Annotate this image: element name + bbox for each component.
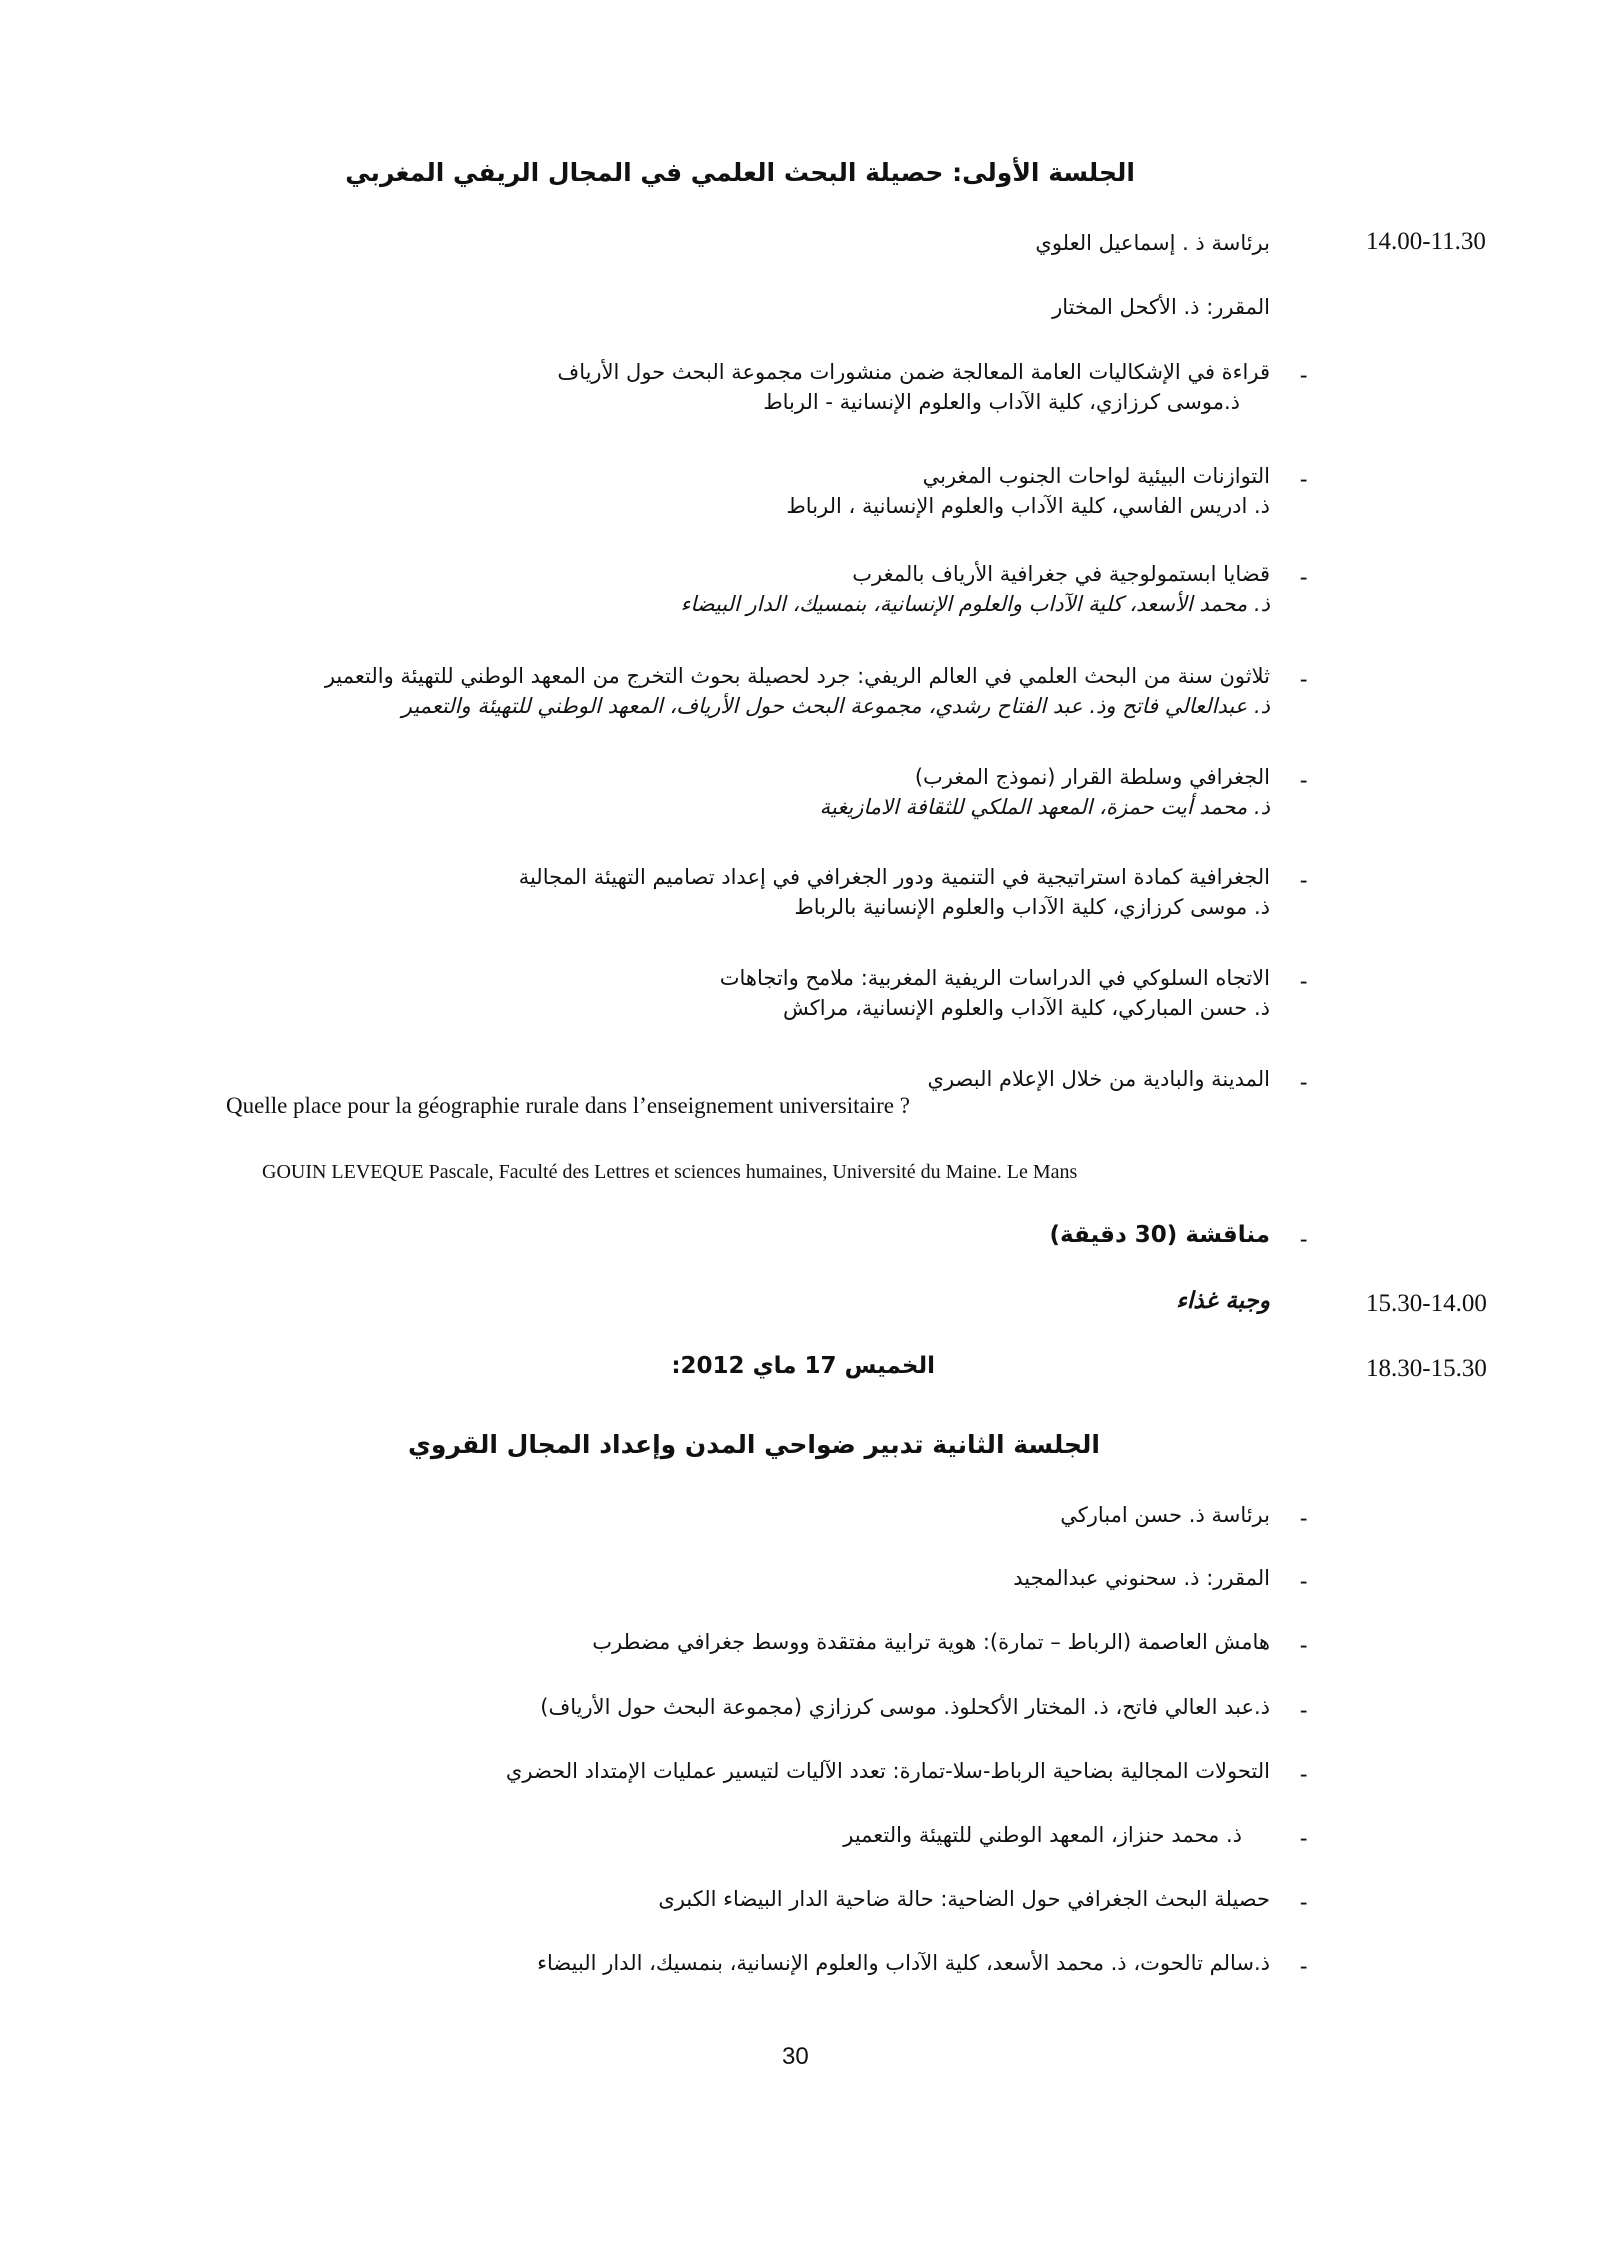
bullet-dash: - — [1300, 1697, 1308, 1722]
session1-item-8 — [928, 1064, 1270, 1094]
session1-item-2 — [786, 461, 1270, 521]
discussion-label: مناقشة (30 دقيقة) — [1049, 1222, 1270, 1248]
bullet-dash: - — [1300, 1568, 1308, 1593]
lunch-label: وجبة غذاء — [1176, 1288, 1270, 1314]
item-author: ذ. ادريس الفاسي، كلية الآداب والعلوم الإنسانية ، الرباط — [786, 494, 1270, 518]
bullet-dash: - — [1300, 1889, 1308, 1914]
bullet-dash: - — [1300, 564, 1308, 589]
bullet-dash: - — [1300, 968, 1308, 993]
session2-authors-2: ذ. محمد حنزاز، المعهد الوطني للتهيئة والتعمير — [843, 1823, 1242, 1847]
item-author: ذ. محمد الأسعد، كلية الآداب والعلوم الإنسانية، بنمسيك، الدار البيضاء — [680, 592, 1270, 616]
bullet-dash: - — [1300, 1761, 1308, 1786]
item-title: قضايا ابستمولوجية في جغرافية الأرياف بالمغرب — [852, 562, 1270, 586]
item-title: التوازنات البيئية لواحات الجنوب المغربي — [922, 464, 1270, 488]
session2-rapporteur: المقرر: ذ. سحنوني عبدالمجيد — [1013, 1566, 1270, 1590]
session2-title: الجلسة الثانية تدبير ضواحي المدن وإعداد المجال القروي — [408, 1430, 1100, 1459]
session2-talk-3: حصيلة البحث الجغرافي حول الضاحية: حالة ضاحية الدار البيضاء الكبرى — [658, 1887, 1270, 1911]
session1-item-1 — [557, 357, 1270, 417]
item-author: ذ. عبدالعالي فاتح وذ. عبد الفتاح رشدي، مجموعة البحث حول الأرياف، المعهد الوطني للتهيئة والتعمير — [401, 694, 1270, 718]
item-author: ذ.موسى كرزازي، كلية الآداب والعلوم الإنسانية - الرباط — [763, 390, 1240, 414]
item-author: ذ. حسن المباركي، كلية الآداب والعلوم الإنسانية، مراكش — [782, 996, 1270, 1020]
item-author: ذ. محمد أيت حمزة، المعهد الملكي للثقافة الامازيغية — [819, 795, 1270, 819]
session2-talk-1: هامش العاصمة (الرباط – تمارة): هوية ترابية مفتقدة ووسط جغرافي مضطرب — [592, 1630, 1270, 1654]
page-number: 30 — [782, 2043, 809, 2070]
bullet-dash: - — [1300, 1953, 1308, 1978]
day-label: الخميس 17 ماي 2012: — [671, 1353, 935, 1379]
item-title: قراءة في الإشكاليات العامة المعالجة ضمن منشورات مجموعة البحث حول الأرياف — [557, 360, 1270, 384]
bullet-dash: - — [1300, 1069, 1308, 1094]
item-title: الاتجاه السلوكي في الدراسات الريفية المغربية: ملامح واتجاهات — [719, 966, 1270, 990]
item-title: المدينة والبادية من خلال الإعلام البصري — [927, 1067, 1270, 1091]
bullet-dash: - — [1300, 1505, 1308, 1530]
french-talk-title: Quelle place pour la géographie rurale dans l’enseignement universitaire ? — [226, 1093, 910, 1118]
session2-talk-2: التحولات المجالية بضاحية الرباط-سلا-تمارة: تعدد الآليات لتيسير عمليات الإمتداد الحضري — [505, 1759, 1270, 1783]
session2-authors-3: ذ.سالم تالحوت، ذ. محمد الأسعد، كلية الآداب والعلوم الإنسانية، بنمسيك، الدار البيضاء — [537, 1951, 1270, 1975]
session1-item-3 — [680, 559, 1270, 619]
item-author: ذ. موسى كرزازي، كلية الآداب والعلوم الإنسانية بالرباط — [794, 895, 1270, 919]
lunch-time: 15.30-14.00 — [1366, 1290, 1487, 1317]
session1-item-5 — [820, 762, 1270, 822]
session1-time: 14.00-11.30 — [1366, 228, 1486, 255]
bullet-dash: - — [1300, 1632, 1308, 1657]
session1-title: الجلسة الأولى: حصيلة البحث العلمي في المجال الريفي المغربي — [345, 158, 1135, 187]
item-title: الجغرافي وسلطة القرار (نموذج المغرب) — [914, 765, 1270, 789]
bullet-dash: - — [1300, 666, 1308, 691]
item-title: ثلاثون سنة من البحث العلمي في العالم الريفي: جرد لحصيلة بحوث التخرج من المعهد الوطني للتهيئة والتعمير — [324, 664, 1270, 688]
day-time: 18.30-15.30 — [1366, 1355, 1487, 1382]
bullet-dash: - — [1300, 1825, 1308, 1850]
bullet-dash: - — [1300, 1226, 1308, 1251]
session1-item-7 — [720, 963, 1270, 1023]
session1-rapporteur: المقرر: ذ. الأكحل المختار — [1052, 295, 1270, 319]
bullet-dash: - — [1300, 466, 1308, 491]
bullet-dash: - — [1300, 767, 1308, 792]
session1-item-4 — [325, 661, 1270, 721]
bullet-dash: - — [1300, 867, 1308, 892]
session1-item-6 — [519, 862, 1270, 922]
session2-authors-1: ذ.عبد العالي فاتح، ذ. المختار الأكحلوذ. موسى كرزازي (مجموعة البحث حول الأرياف) — [540, 1695, 1270, 1719]
item-title: الجغرافية كمادة استراتيجية في التنمية ودور الجغرافي في إعداد تصاميم التهيئة المجالية — [518, 865, 1270, 889]
bullet-dash: - — [1300, 362, 1308, 387]
french-talk-author: GOUIN LEVEQUE Pascale, Faculté des Lettres et sciences humaines, Université du Maine. Le Mans — [262, 1161, 1078, 1183]
session1-chair: برئاسة ذ . إسماعيل العلوي — [1035, 231, 1270, 255]
session2-chair: برئاسة ذ. حسن امباركي — [1060, 1503, 1270, 1527]
